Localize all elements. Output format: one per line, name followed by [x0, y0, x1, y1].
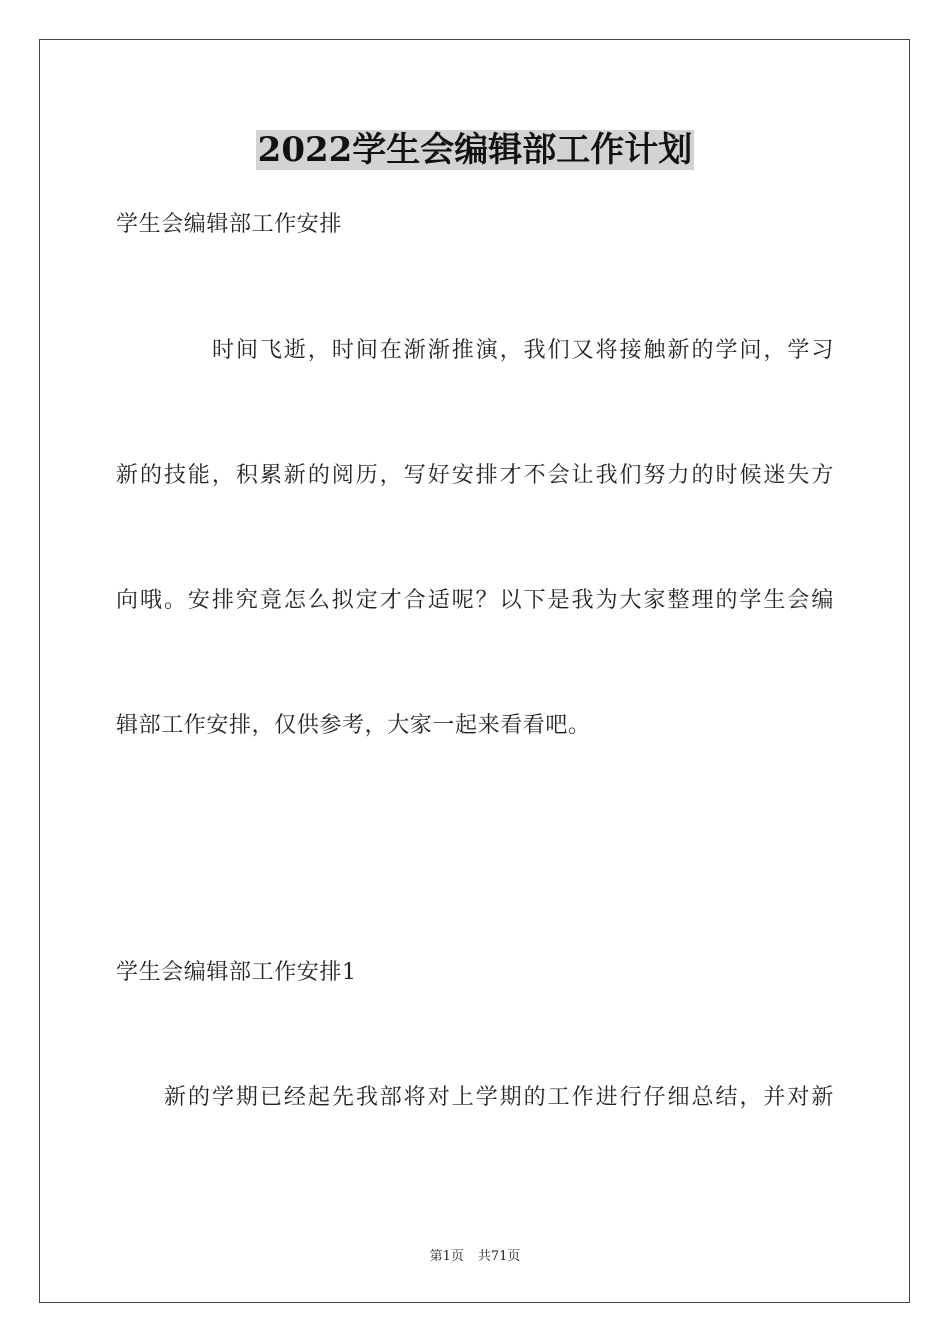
page-footer: [0, 1248, 950, 1266]
paragraph-line: 新的技能，积累新的阅历，写好安排才不会让我们努力的时候迷失方: [116, 463, 834, 488]
section-heading: 学生会编辑部工作安排: [116, 212, 343, 237]
document-title: [0, 128, 950, 172]
document-title-text: 2022学生会编辑部工作计划: [257, 130, 693, 170]
subsection-heading: 学生会编辑部工作安排1: [116, 960, 357, 985]
paragraph-line: 辑部工作安排，仅供参考，大家一起来看看吧。: [116, 713, 591, 738]
paragraph-line: 向哦。安排究竟怎么拟定才合适呢？以下是我为大家整理的学生会编: [116, 588, 834, 613]
paragraph-line: 新的学期已经起先我部将对上学期的工作进行仔细总结，并对新: [164, 1085, 834, 1110]
page-total: 共71页: [477, 1249, 521, 1264]
page-number: 第1页: [429, 1249, 464, 1264]
paragraph-line: 时间飞逝，时间在渐渐推演，我们又将接触新的学问，学习: [212, 338, 834, 363]
